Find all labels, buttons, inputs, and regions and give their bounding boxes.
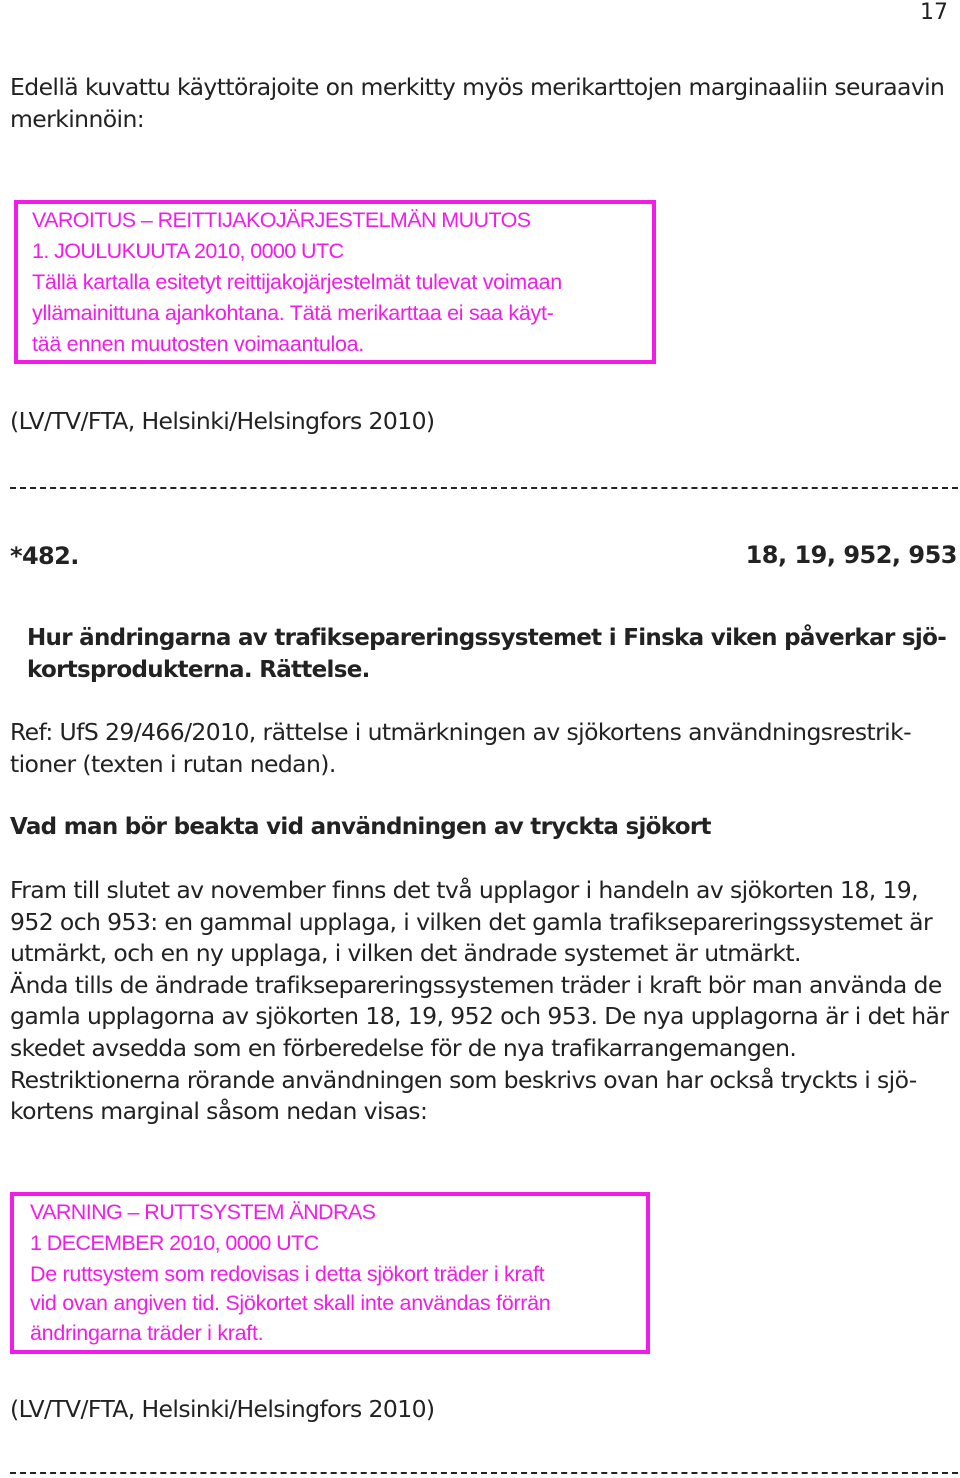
warning-box-swedish <box>10 1192 650 1354</box>
intro-paragraph <box>10 72 955 135</box>
notice-body <box>10 875 955 1128</box>
notice-title-line: kortsprodukterna. Rättelse. <box>27 657 370 683</box>
warning-line: yllämainittuna ajankohtana. Tätä merikarttaa ei saa käyt- <box>32 301 554 325</box>
reference-line: Ref: UfS 29/466/2010, rättelse i utmärkningen av sjökortens användningsrestrik- <box>10 718 911 746</box>
dashed-separator <box>10 1472 958 1474</box>
body-line: 952 och 953: en gammal upplaga, i vilken det gamla trafiksepareringssystemet är <box>10 907 933 936</box>
notice-title <box>27 622 955 686</box>
body-line: Restriktionerna rörande användningen som beskrivs ovan har också tryckts i sjö- <box>10 1065 917 1094</box>
warning-line: VAROITUS – REITTIJAKOJÄRJESTELMÄN MUUTOS <box>32 208 531 232</box>
intro-line: merkinnöin: <box>10 104 145 133</box>
dashed-separator <box>10 487 958 489</box>
body-line: kortens marginal såsom nedan visas: <box>10 1097 428 1126</box>
warning-line: vid ovan angiven tid. Sjökortet skall inte användas förrän <box>30 1291 551 1315</box>
page-number: 17 <box>920 0 948 25</box>
source-citation <box>10 1394 955 1426</box>
warning-line: 1. JOULUKUUTA 2010, 0000 UTC <box>32 239 344 263</box>
subheading: Vad man bör beakta vid användningen av tryckta sjökort <box>10 814 711 840</box>
body-line: skedet avsedda som en förberedelse för de nya trafikarrangemangen. <box>10 1033 797 1062</box>
warning-line: De ruttsystem som redovisas i detta sjökort träder i kraft <box>30 1262 545 1286</box>
intro-line: Edellä kuvattu käyttörajoite on merkitty myös merikarttojen marginaaliin seuraavin <box>10 73 945 101</box>
notice-title-line: Hur ändringarna av trafiksepareringssystemet i Finska viken påverkar sjö- <box>27 625 947 651</box>
warning-line: tää ennen muutosten voimaantuloa. <box>32 332 364 356</box>
warning-line: ändringarna träder i kraft. <box>30 1321 264 1345</box>
warning-line: Tällä kartalla esitetyt reittijakojärjestelmät tulevat voimaan <box>32 270 562 294</box>
warning-line: 1 DECEMBER 2010, 0000 UTC <box>30 1231 319 1255</box>
notice-number: *482. <box>10 542 79 570</box>
body-line: utmärkt, och en ny upplaga, i vilken det ändrade systemet är utmärkt. <box>10 939 801 968</box>
source-text: (LV/TV/FTA, Helsinki/Helsingfors 2010) <box>10 1395 435 1423</box>
body-line: Ända tills de ändrade trafiksepareringssystemen träder i kraft bör man använda de <box>10 970 942 999</box>
source-citation <box>10 406 955 438</box>
warning-line: VARNING – RUTTSYSTEM ÄNDRAS <box>30 1200 376 1224</box>
notice-reference <box>10 717 955 780</box>
notice-charts: 18, 19, 952, 953 <box>745 541 957 569</box>
warning-box-finnish <box>14 200 656 364</box>
reference-line: tioner (texten i rutan nedan). <box>10 749 336 778</box>
body-line: Fram till slutet av november finns det två upplagor i handeln av sjökorten 18, 19, <box>10 876 919 904</box>
body-line: gamla upplagorna av sjökorten 18, 19, 952 och 953. De nya upplagorna är i det här <box>10 1002 949 1031</box>
source-text: (LV/TV/FTA, Helsinki/Helsingfors 2010) <box>10 407 435 435</box>
